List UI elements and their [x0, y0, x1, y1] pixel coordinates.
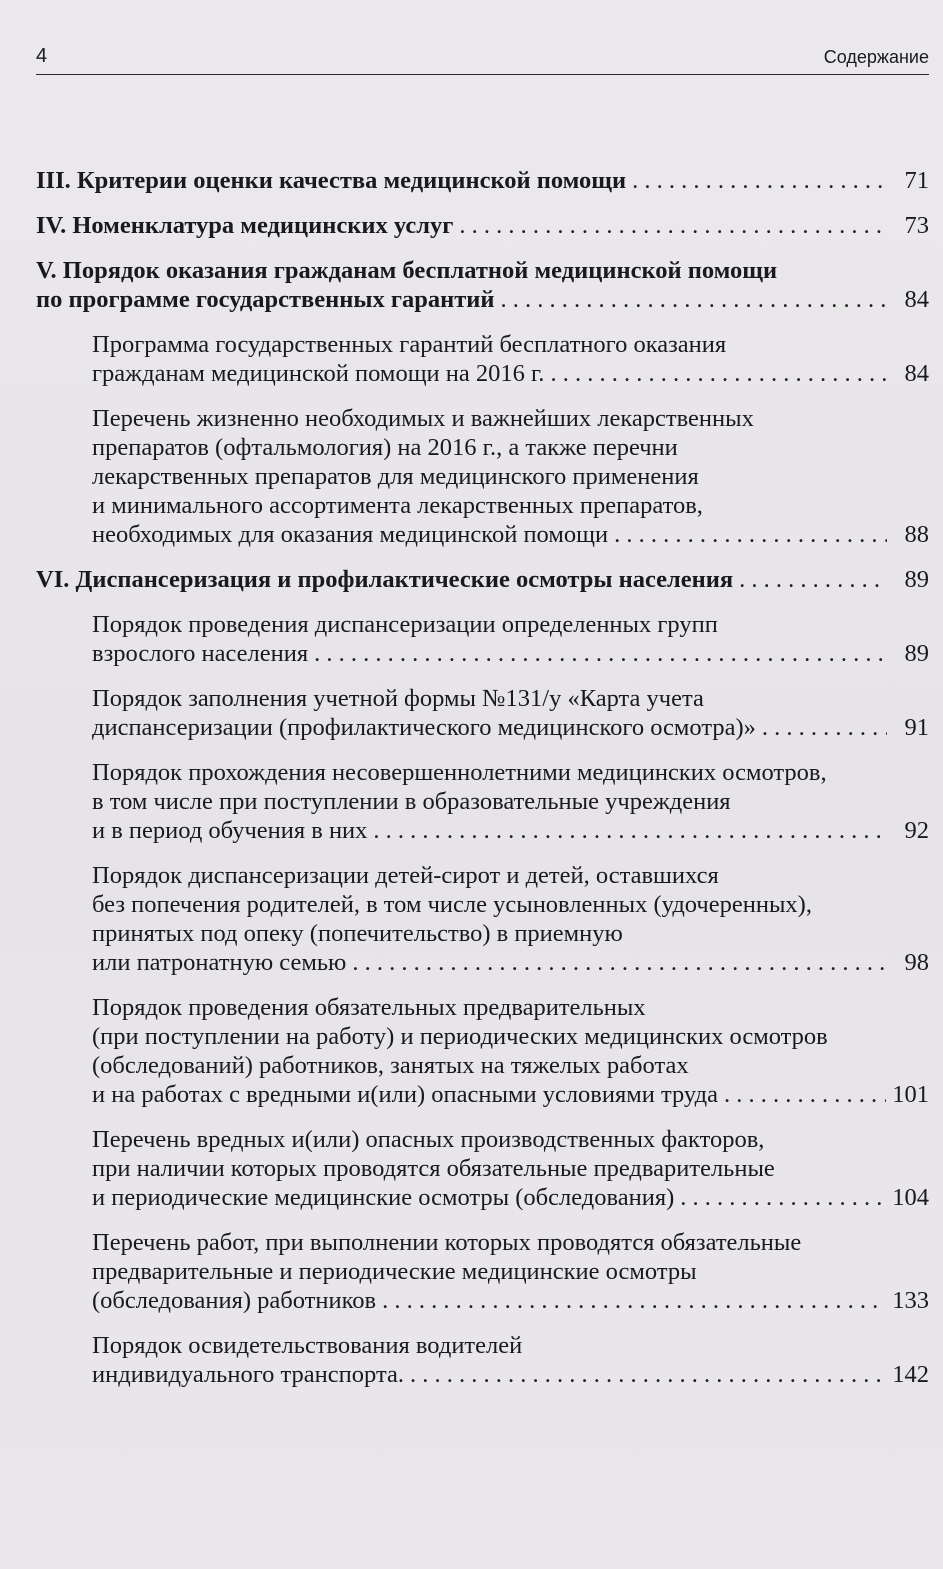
toc-entry-line: и в период обучения в них — [92, 817, 368, 844]
running-head: Содержание — [823, 47, 929, 67]
toc-entry-line: Порядок заполнения учетной формы №131/у «Карта учета — [92, 685, 704, 712]
dot-leader — [410, 1360, 886, 1389]
dot-leader — [373, 816, 887, 845]
toc-entry-line: Порядок проведения диспансеризации определенных групп — [92, 611, 718, 638]
toc-entry-line: Перечень работ, при выполнении которых проводятся обязательные — [92, 1229, 802, 1256]
toc-section-entry[interactable] — [36, 211, 929, 240]
toc-entry-line: и на работах с вредными и(или) опасными условиями труда — [92, 1081, 718, 1108]
toc-entry-last-line — [92, 948, 929, 977]
page-header — [36, 40, 929, 75]
toc-subentry[interactable] — [36, 610, 929, 668]
toc-entry-line: Порядок прохождения несовершеннолетними медицинских осмотров, — [92, 759, 827, 786]
toc-entry-line: без попечения родителей, в том числе усыновленных (удочеренных), — [92, 891, 812, 918]
toc-subentry[interactable] — [36, 684, 929, 742]
toc-entry-line: (обследования) работников — [92, 1287, 377, 1314]
dot-leader — [501, 285, 887, 314]
dot-leader — [680, 1183, 886, 1212]
toc-entry-line: Порядок диспансеризации детей-сирот и детей, оставшихся — [92, 862, 719, 889]
toc-entry-last-line — [36, 285, 929, 314]
toc-subentry[interactable] — [36, 1125, 929, 1212]
toc-section-entry[interactable] — [36, 166, 929, 195]
toc-entry-line: и минимального ассортимента лекарственных препаратов, — [92, 492, 703, 519]
toc-subentry[interactable] — [36, 758, 929, 845]
dot-leader — [762, 713, 887, 742]
dot-leader — [382, 1286, 886, 1315]
toc-entry-last-line — [92, 816, 929, 845]
toc-entry-line: взрослого населения — [92, 640, 309, 667]
toc-entry-line: (обследований) работников, занятых на тяжелых работах — [92, 1052, 689, 1079]
toc-entry-line: гражданам медицинской помощи на 2016 г. — [92, 360, 545, 387]
toc-entry-line: диспансеризации (профилактического медицинского осмотра)» — [92, 714, 756, 741]
toc-section-entry[interactable] — [36, 565, 929, 594]
toc-entry-line: III. Критерии оценки качества медицинской помощи — [36, 167, 627, 194]
toc-subentry[interactable] — [36, 404, 929, 549]
toc-page-number: 84 — [904, 360, 929, 387]
dot-leader — [724, 1080, 886, 1109]
dot-leader — [632, 166, 887, 195]
dot-leader — [614, 520, 887, 549]
toc-entry-line: необходимых для оказания медицинской помощи — [92, 521, 609, 548]
toc-page-number: 91 — [904, 714, 929, 741]
toc-page-number: 89 — [904, 566, 929, 593]
toc-entry-line: предварительные и периодические медицинские осмотры — [92, 1258, 697, 1285]
toc-subentry[interactable] — [36, 330, 929, 388]
toc-page-number: 71 — [904, 167, 929, 194]
toc-entry-last-line — [92, 520, 929, 549]
toc-entry-last-line — [92, 1360, 929, 1389]
toc-entry-line: или патронатную семью — [92, 949, 347, 976]
table-of-contents — [36, 166, 929, 1389]
toc-section-entry[interactable] — [36, 256, 929, 314]
toc-entry-line: принятых под опеку (попечительство) в приемную — [92, 920, 623, 947]
page-number: 4 — [36, 45, 48, 67]
toc-page-number: 101 — [892, 1081, 929, 1108]
toc-entry-line: IV. Номенклатура медицинских услуг — [36, 212, 454, 239]
toc-page-number: 92 — [904, 817, 929, 844]
dot-leader — [739, 565, 887, 594]
toc-subentry[interactable] — [36, 993, 929, 1109]
toc-entry-line: индивидуального транспорта. — [92, 1361, 404, 1388]
toc-subentry[interactable] — [36, 1331, 929, 1389]
toc-page-number: 88 — [904, 521, 929, 548]
toc-entry-line: по программе государственных гарантий — [36, 286, 495, 313]
toc-entry-line: Порядок проведения обязательных предварительных — [92, 994, 646, 1021]
toc-entry-last-line — [36, 211, 929, 240]
toc-page-number: 142 — [892, 1361, 929, 1388]
toc-entry-line: в том числе при поступлении в образовательные учреждения — [92, 788, 731, 815]
toc-page-number: 133 — [892, 1287, 929, 1314]
toc-entry-last-line — [92, 359, 929, 388]
dot-leader — [314, 639, 887, 668]
toc-entry-last-line — [92, 1080, 929, 1109]
toc-entry-line: Программа государственных гарантий бесплатного оказания — [92, 331, 727, 358]
toc-entry-last-line — [36, 166, 929, 195]
toc-entry-line: при наличии которых проводятся обязательные предварительные — [92, 1155, 775, 1182]
dot-leader — [550, 359, 887, 388]
toc-page-number: 104 — [892, 1184, 929, 1211]
toc-entry-last-line — [36, 565, 929, 594]
toc-subentry[interactable] — [36, 1228, 929, 1315]
toc-page-number: 73 — [904, 212, 929, 239]
toc-entry-line: препаратов (офтальмология) на 2016 г., а также перечни — [92, 434, 678, 461]
toc-entry-line: V. Порядок оказания гражданам бесплатной медицинской помощи — [36, 257, 778, 284]
toc-entry-line: Порядок освидетельствования водителей — [92, 1332, 523, 1359]
toc-entry-line: лекарственных препаратов для медицинского применения — [92, 463, 699, 490]
dot-leader — [459, 211, 887, 240]
toc-entry-line: Перечень вредных и(или) опасных производственных факторов, — [92, 1126, 765, 1153]
dot-leader — [352, 948, 887, 977]
toc-entry-line: и периодические медицинские осмотры (обследования) — [92, 1184, 675, 1211]
toc-page-number: 89 — [904, 640, 929, 667]
toc-entry-last-line — [92, 639, 929, 668]
toc-entry-line: VI. Диспансеризация и профилактические осмотры населения — [36, 566, 734, 593]
toc-page-number: 98 — [904, 949, 929, 976]
toc-page-number: 84 — [904, 286, 929, 313]
toc-entry-line: Перечень жизненно необходимых и важнейших лекарственных — [92, 405, 754, 432]
toc-entry-last-line — [92, 1183, 929, 1212]
toc-entry-last-line — [92, 1286, 929, 1315]
toc-entry-last-line — [92, 713, 929, 742]
toc-entry-line: (при поступлении на работу) и периодических медицинских осмотров — [92, 1023, 828, 1050]
toc-subentry[interactable] — [36, 861, 929, 977]
